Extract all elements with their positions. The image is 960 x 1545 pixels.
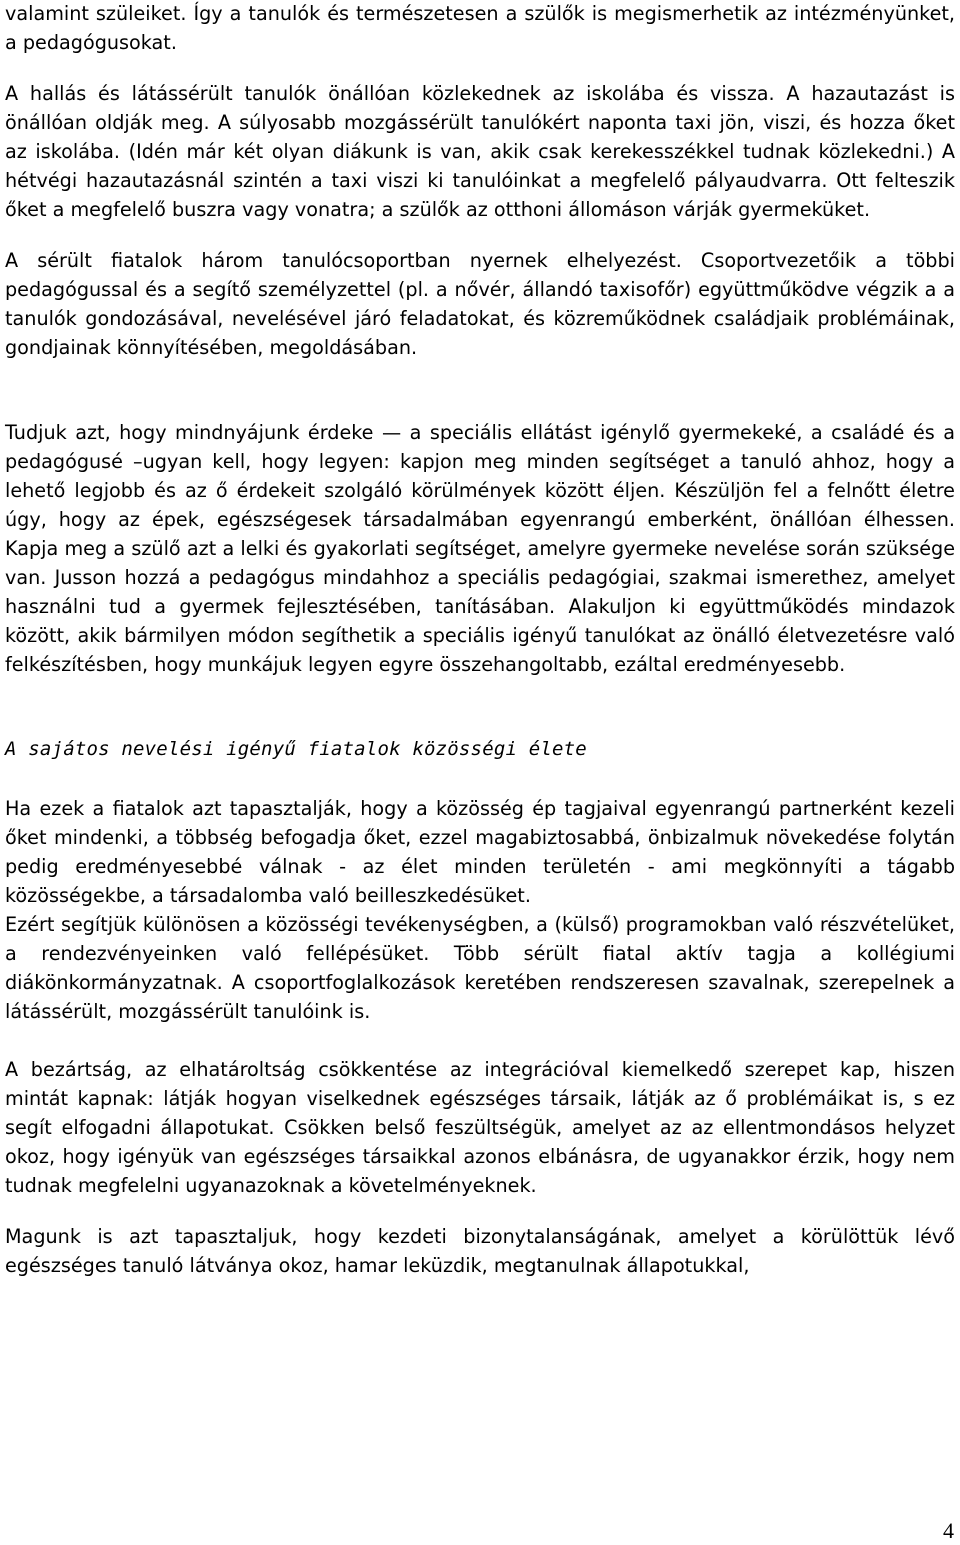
paragraph-community-activities: Ezért segítjük különösen a közösségi tevékenységben, a (külső) programokban való részvételüket, a rendezvényeinken való fellépésüket. Több sérült fiatal aktív tagja a kollégiumi diákönkormányzatnak. A csoportfoglalkozások keretében rendszeresen szavalnak, szerepelnek a látássérült, mozgássérült tanulóink is. — [5, 913, 955, 1023]
document-body — [5, 0, 955, 1280]
paragraph-gap — [5, 224, 955, 246]
paragraph-isolation: A bezártság, az elhatároltság csökkentése az integrációval kiemelkedő szerepet kap, hiszen mintát kapnak: látják hogyan viselkednek egészséges társaik, látják az ő problémáikat is, s ez segít elfogadni állapotukat. Csökken belső feszültségük, amelyet az az ellentmondásos helyzet okoz, hogy igényük van egészséges társaikkal azonos elbánásra, de ugyanakkor érzik, hogy nem tudnak megfelelni ugyanazoknak a követelményeknek. — [5, 1058, 955, 1197]
page-number: 4 — [943, 1518, 954, 1543]
paragraph-gap — [5, 1026, 955, 1055]
paragraph-gap — [5, 1200, 955, 1222]
paragraph-gap — [5, 57, 955, 79]
section-gap — [5, 679, 955, 735]
paragraph-community-partners: Ha ezek a fiatalok azt tapasztalják, hogy a közösség ép tagjaival egyenrangú partnerként kezeli őket mindenki, a többség befogadja őket, ezzel magabiztosabbá, önbizalmuk növekedése folytán pedig eredményesebbé válnak - az élet minden területén - ami megkönnyíti a tágabb közösségekbe, a társadalomba való beilleszkedésüket. — [5, 797, 955, 907]
paragraph-groups: A sérült fiatalok három tanulócsoportban nyernek elhelyezést. Csoportvezetőik a többi pedagógussal és a segítő személyzettel (pl. a nővér, állandó taxisofőr) együttműködve végzik a a tanulók gondozásával, nevelésével járó feladatokat, és közreműködnek családjaik problémáinak, gondjainak könnyítésében, megoldásában. — [5, 249, 955, 359]
paragraph-transport: A hallás és látássérült tanulók önállóan közlekednek az iskolába és vissza. A hazautazást is önállóan oldják meg. A súlyosabb mozgássérült tanulókért naponta taxi jön, viszi, és hozza őket az iskolába. (Idén már két olyan diákunk is van, akik csak kerekesszékkel tudnak közlekedni.) A hétvégi hazautazásnál szintén a taxi viszi ki tanulóinkat a megfelelő pályaudvarra. Ott felteszik őket a megfelelő buszra vagy vonatra; a szülők az otthoni állomáson várják gyermeküket. — [5, 82, 955, 221]
paragraph-gap — [5, 362, 955, 418]
section-gap — [5, 764, 955, 794]
paragraph-common-interest: Tudjuk azt, hogy mindnyájunk érdeke — a speciális ellátást igénylő gyermekeké, a családé és a pedagógusé –ugyan kell, hogy legyen: kapjon meg minden segítséget a tanuló ahhoz, hogy a lehető legjobb és az ő érdekeit szolgáló körülmények között éljen. Készüljön fel a felnőtt életre úgy, hogy az épek, egészségesek társadalmában egyenrangú emberként, önállóan élhessen. Kapja meg a szülő azt a lelki és gyakorlati segítséget, amelyre gyermeke nevelése során szüksége van. Jusson hozzá a pedagógus mindahhoz a speciális pedagógiai, szakmai ismerethez, amelyet használni tud a gyermek fejlesztésében, tanításában. Alakuljon ki együttműködés mindazok között, akik bármilyen módon segíthetik a speciális igényű tanulókat az önálló életvezetésre való felkészítésben, hogy munkájuk legyen egyre összehangoltabb, ezáltal eredményesebb. — [5, 421, 955, 676]
section-heading: A sajátos nevelési igényű fiatalok közösségi élete — [5, 738, 587, 760]
paragraph-intro: valamint szüleiket. Így a tanulók és természetesen a szülők is megismerhetik az intézményünket, a pedagógusokat. — [5, 2, 955, 54]
paragraph-experience: Magunk is azt tapasztaljuk, hogy kezdeti bizonytalanságának, amelyet a körülöttük lévő egészséges tanuló látványa okoz, hamar leküzdik, megtanulnak állapotukkal, — [5, 1225, 955, 1277]
